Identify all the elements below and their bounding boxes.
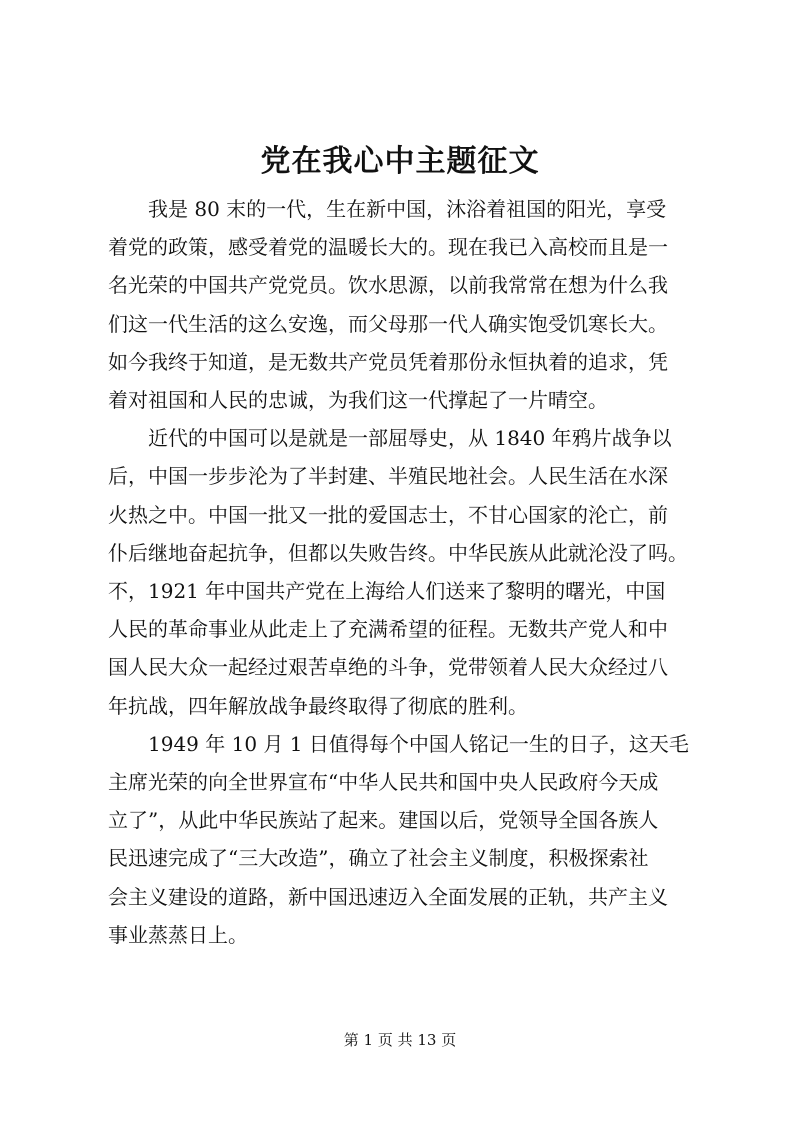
paragraph-3 xyxy=(108,725,700,954)
paragraph-2 xyxy=(108,419,700,725)
paragraph-line: 会主义建设的道路，新中国迅速迈入全面发展的正轨，共产主义 xyxy=(108,884,668,909)
paragraph-line: 我是 80 末的一代，生在新中国，沐浴着祖国的阳光，享受 xyxy=(148,197,667,221)
paragraph-line: 们这一代生活的这么安逸，而父母那一代人确实饱受饥寒长大。 xyxy=(108,311,668,336)
paragraph-line: 事业蒸蒸日上。 xyxy=(108,922,248,947)
paragraph-line: 近代的中国可以是就是一部屈辱史，从 1840 年鸦片战争以 xyxy=(148,426,672,451)
paragraph-line: 人民的革命事业从此走上了充满希望的征程。无数共产党人和中 xyxy=(108,617,668,642)
paragraph-line: 主席光荣的向全世界宣布“中华人民共和国中央人民政府今天成 xyxy=(108,770,659,795)
paragraph-line: 1949 年 10 月 1 日值得每个中国人铭记一生的日子，这天毛 xyxy=(148,731,689,756)
paragraph-line: 着党的政策，感受着党的温暖长大的。现在我已入高校而且是一 xyxy=(108,235,668,260)
paragraph-line: 后，中国一步步沦为了半封建、半殖民地社会。人民生活在水深 xyxy=(108,464,668,489)
paragraph-line: 年抗战，四年解放战争最终取得了彻底的胜利。 xyxy=(108,693,528,718)
document-body xyxy=(108,190,700,954)
paragraph-line: 不，1921 年中国共产党在上海给人们送来了黎明的曙光，中国 xyxy=(108,579,666,604)
paragraph-line: 仆后继地奋起抗争，但都以失败告终。中华民族从此就沦没了吗。 xyxy=(108,540,688,565)
paragraph-line: 民迅速完成了“三大改造”，确立了社会主义制度，积极探索社 xyxy=(108,846,649,871)
paragraph-line: 火热之中。中国一批又一批的爱国志士，不甘心国家的沦亡，前 xyxy=(108,502,668,527)
paragraph-line: 国人民大众一起经过艰苦卓绝的斗争，党带领着人民大众经过八 xyxy=(108,655,668,680)
paragraph-line: 如今我终于知道，是无数共产党员凭着那份永恒执着的追求，凭 xyxy=(108,349,668,374)
paragraph-1 xyxy=(108,190,700,419)
paragraph-line: 立了”，从此中华民族站了起来。建国以后，党领导全国各族人 xyxy=(108,808,659,833)
paragraph-line: 着对祖国和人民的忠诚，为我们这一代撑起了一片晴空。 xyxy=(108,388,608,413)
document-title: 党在我心中主题征文 xyxy=(260,144,540,179)
paragraph-line: 名光荣的中国共产党党员。饮水思源，以前我常常在想为什么我 xyxy=(108,273,668,298)
page-footer: 第 1 页 共 13 页 xyxy=(343,1031,457,1049)
